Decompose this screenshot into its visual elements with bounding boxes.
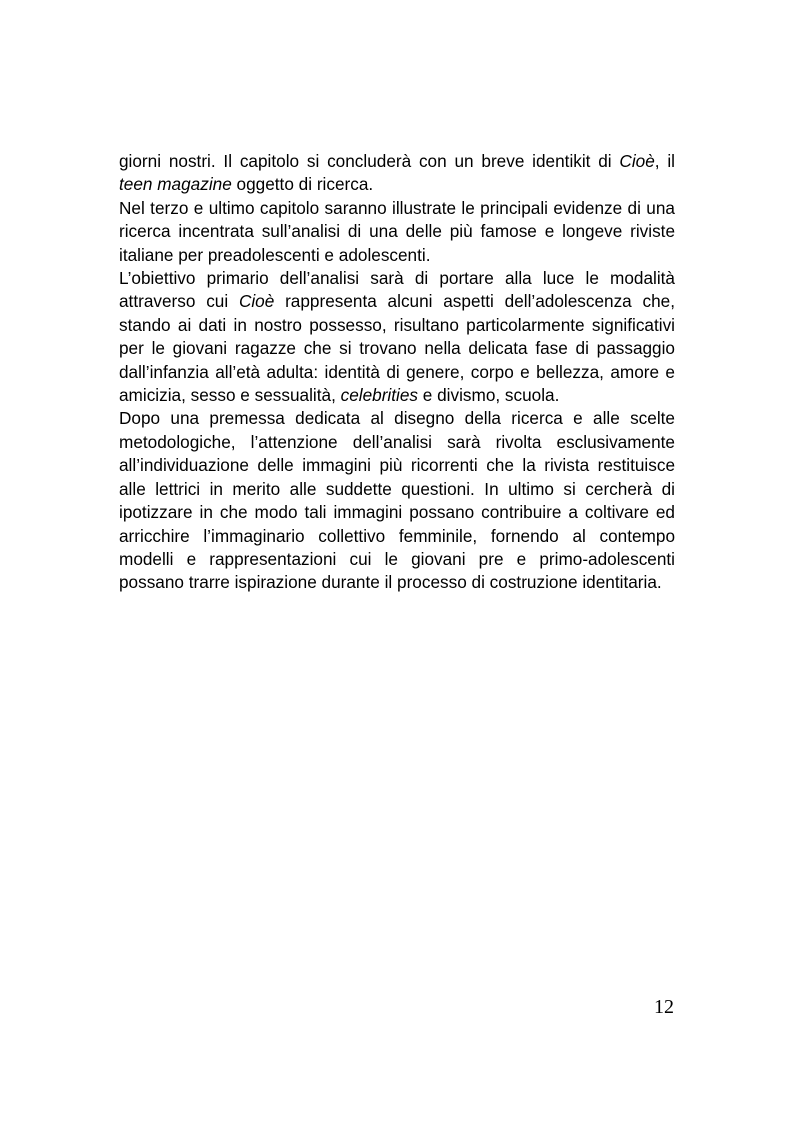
paragraph-2-text: Nel terzo e ultimo capitolo saranno illustrate le principali evidenze di una ricerca incentrata sull’analisi di una delle più famose e longeve riviste italiane per preadolescenti e adolescenti.: [119, 197, 675, 265]
paragraph-3-text: rappresenta alcuni aspetti dell’adolescenza che, stando ai dati in nostro possesso, risultano particolarmente significativi per le giovani ragazze che si trovano nella delicata fase di passaggio dall’infanzia all’età adulta: identità di genere, corpo e bellezza, amore e amicizia, sesso e sessualità,: [119, 291, 675, 406]
paragraph-1: [119, 150, 675, 197]
magazine-title: Cioè: [619, 151, 655, 171]
paragraph-1-text: oggetto di ricerca.: [231, 174, 374, 195]
page-number: 12: [654, 996, 674, 1018]
italic-term: celebrities: [340, 385, 419, 406]
paragraph-3-text: e divismo, scuola.: [418, 385, 560, 406]
paragraph-3-text: L’obiettivo primario dell’analisi sarà di portare alla luce le modalità attraverso cui: [119, 268, 675, 312]
paragraph-1-text: , il: [654, 151, 675, 171]
paragraph-3: [119, 267, 675, 407]
italic-term: teen magazine: [119, 174, 232, 195]
paragraph-4-text: Dopo una premessa dedicata al disegno della ricerca e alle scelte metodologiche, l’attenzione dell’analisi sarà rivolta esclusivamente all’individuazione delle immagini più ricorrenti che la rivista restituisce alle lettrici in merito alle suddette questioni. In ultimo si cercherà di ipotizzare in che modo tali immagini possano contribuire a coltivare ed arricchire l’immaginario collettivo femminile, fornendo al contempo modelli e rappresentazioni cui le giovani pre e primo-adolescenti possano trarre ispirazione durante il processo di costruzione identitaria.: [119, 408, 675, 593]
paragraph-2: [119, 197, 675, 267]
magazine-title: Cioè: [238, 291, 275, 312]
paragraph-4: [119, 407, 675, 594]
body-text: [119, 150, 675, 595]
paragraph-1-text: giorni nostri. Il capitolo si concluderà con un breve identikit di: [119, 151, 620, 171]
